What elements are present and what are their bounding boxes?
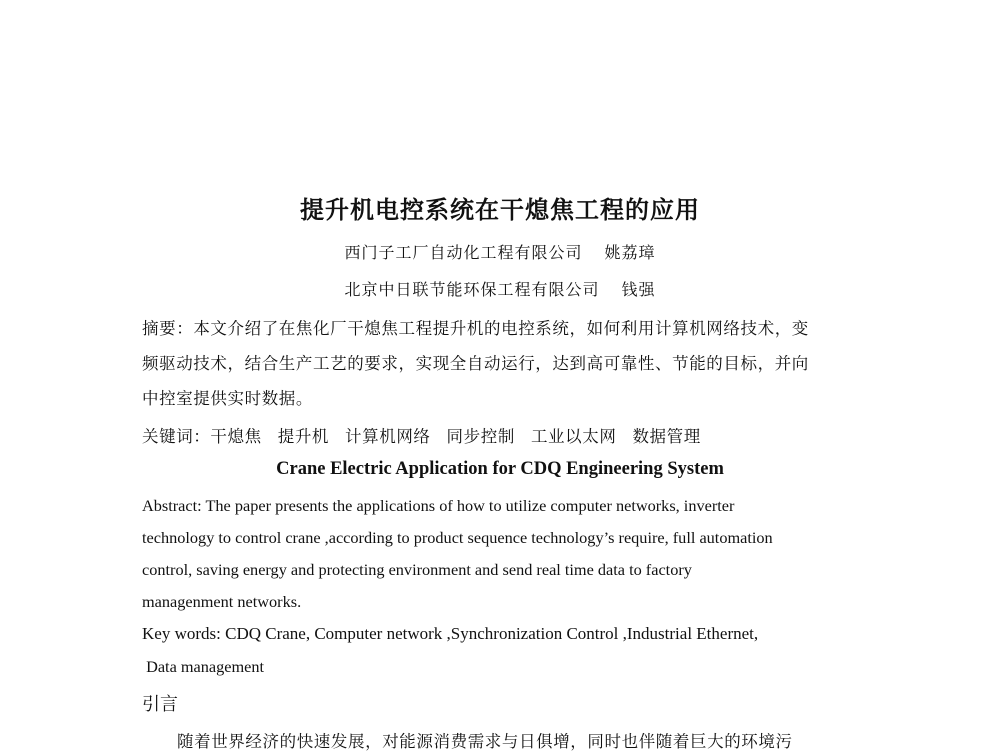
keyword-term: 计算机网络 [345, 427, 431, 446]
abstract-en-line-1: Abstract: The paper presents the applications of how to utilize computer networks, inverter [142, 496, 735, 515]
keywords-cn-label: 关键词： [142, 427, 211, 446]
author-name: 姚荔璋 [604, 243, 656, 262]
author-org: 西门子工厂自动化工程有限公司 [344, 243, 583, 262]
keywords-cn [142, 423, 717, 447]
author-name: 钱强 [621, 280, 656, 299]
abstract-cn-line-2: 频驱动技术，结合生产工艺的要求，实现全自动运行，达到高可靠性、节能的目标，并向 [142, 354, 809, 373]
abstract-en-line-2: technology to control crane ,according to product sequence technology’s require, full automation [142, 528, 773, 547]
keyword-term: 提升机 [277, 427, 330, 446]
section-heading: 引言 [142, 694, 178, 715]
abstract-cn-line-3: 中控室提供实时数据。 [142, 389, 313, 408]
abstract-en-line-4: managenment networks. [142, 592, 302, 611]
author-org: 北京中日联节能环保工程有限公司 [344, 280, 600, 299]
keywords-en-line-2: Data management [142, 657, 265, 676]
keyword-term: 数据管理 [632, 427, 701, 446]
author-line-2 [0, 277, 1000, 300]
keywords-en-line-1: Key words: CDQ Crane, Computer network ,Synchronization Control ,Industrial Ethernet, [142, 624, 759, 643]
abstract-cn-label: 摘要： [142, 319, 194, 338]
keyword-term: 干熄焦 [210, 427, 262, 446]
paper-title: 提升机电控系统在干熄焦工程的应用 [300, 196, 700, 224]
section-first-line: 随着世界经济的快速发展，对能源消费需求与日俱增，同时也伴随着巨大的环境污 [177, 732, 793, 751]
abstract-cn-line-1 [142, 315, 809, 339]
abstract-en-line-3: control, saving energy and protecting environment and send real time data to factory [142, 560, 692, 579]
english-title: Crane Electric Application for CDQ Engineering System [276, 459, 724, 479]
keyword-term: 同步控制 [446, 427, 515, 446]
keyword-term: 工业以太网 [530, 427, 617, 446]
abstract-cn-text: 本文介绍了在焦化厂干熄焦工程提升机的电控系统，如何利用计算机网络技术，变 [193, 319, 809, 338]
author-line-1 [0, 240, 1000, 263]
